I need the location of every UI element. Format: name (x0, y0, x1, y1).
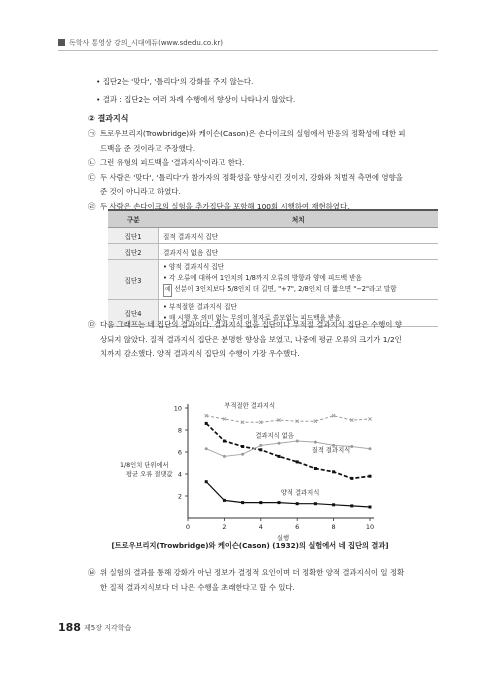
data-point (259, 448, 262, 451)
data-point (205, 480, 208, 483)
paragraph-line: 준 것이 아니라고 하였다. (100, 187, 181, 196)
y-tick-label: 2 (177, 492, 182, 501)
paragraph-marker: ㉣ (88, 201, 96, 211)
figure-caption: [트로우브리지(Trowbridge)와 케이슨(Cason) (1932)의 실험에서 네 집단의 결과] (111, 541, 389, 550)
data-point (205, 447, 208, 450)
bullet-line: • 결과 : 집단2는 여러 차례 수행에서 향상이 나타나지 않았다. (96, 95, 296, 104)
x-tick-label: 4 (258, 523, 263, 531)
data-point (332, 503, 335, 506)
data-point (241, 453, 244, 456)
data-point (350, 504, 353, 507)
treatment-line: • 매 시행 후 의미 없는 무의미 철자로 쓸모없는 피드백을 받음 (163, 314, 341, 322)
data-point (314, 441, 317, 444)
data-point (278, 442, 281, 445)
paragraph-line: 드백을 준 것이라고 주장했다. (100, 143, 196, 153)
x-tick-label: 0 (185, 523, 191, 531)
series-label: 양적 결과지식 (280, 489, 320, 497)
data-point (296, 502, 299, 505)
page-number: 188 (58, 621, 81, 634)
treatment-cell: 질적 결과지식 집단 (159, 228, 439, 244)
chapter-label: 제5장 지각학습 (84, 624, 132, 632)
data-point (369, 475, 372, 478)
y-axis-label: 평균 오류 절댓값 (126, 471, 173, 478)
x-axis-label: 실행 (276, 535, 290, 542)
treatment-cell: 결과지식 없음 집단 (159, 244, 439, 260)
data-point (278, 501, 281, 504)
section-marker: ② (88, 114, 95, 123)
paragraph (88, 566, 453, 595)
data-point (314, 502, 317, 505)
data-point (369, 506, 372, 509)
group-cell: 집단2 (108, 244, 159, 260)
data-point (350, 445, 353, 448)
data-point (241, 445, 244, 448)
treatment-note: 선분이 3인치보다 5/8인치 더 길면, "+7", 2/8인치 더 짧으면 "−2"라고 말함 (174, 285, 397, 293)
paragraph-marker: ㉢ (88, 172, 96, 182)
y-tick-label: 8 (177, 426, 182, 435)
section-title: 결과지식 (97, 114, 129, 123)
column-header: 처치 (159, 210, 439, 228)
x-tick-label: 2 (222, 523, 227, 531)
paragraph-marker: ㉤ (88, 320, 96, 329)
data-point (241, 501, 244, 504)
group-cell: 집단4 (108, 300, 159, 327)
paragraph-line: 상되지 않았다. 질적 결과지식 집단은 분명한 향상을 보였고, 나중에 평균 오류의 크기가 1/2인 (100, 334, 402, 344)
column-header: 구분 (108, 210, 159, 228)
data-point (223, 455, 226, 458)
data-point (350, 477, 353, 480)
data-point (278, 455, 281, 458)
header-text: 독학사 통영상 강의_시대에듀(www.sdedu.co.kr) (69, 39, 223, 47)
y-tick-label: 6 (177, 448, 182, 457)
data-point (369, 447, 372, 450)
data-point (296, 460, 299, 463)
group-cell: 집단3 (108, 260, 159, 300)
x-tick-label: 8 (331, 523, 336, 531)
paragraph-line: 트로우브리지(Trowbridge)와 케이슨(Cason)은 손다이크의 실험에서 반응의 정확성에 대한 피 (100, 129, 406, 138)
series-label: 결과지식 없음 (255, 432, 294, 440)
data-point (223, 440, 226, 443)
x-tick-label: 6 (295, 523, 300, 531)
paragraph-line: 두 사람은 '맞다', '틀리다'가 참가자의 정확성을 향상시킨 것이지, 강화와 처벌적 측면에 영향을 (100, 172, 403, 182)
data-point (368, 417, 371, 420)
data-point (296, 440, 299, 443)
paragraph-marker: ㉡ (88, 158, 96, 167)
y-axis-label: 1/8인치 단위에서 (120, 462, 169, 469)
paragraph-line: 두 사람은 손다이크의 실험을 추가집단을 포함해 100회 시행하여 재현하였다. (100, 201, 350, 211)
data-point (259, 444, 262, 447)
chart-axes (174, 404, 374, 531)
data-point (223, 499, 226, 502)
example-badge: 예 (163, 284, 172, 297)
paragraph-line: 다음 그래프는 네 집단의 결과이다. 결과지식 없음 집단이나 부적절 결과지식 집단은 수행이 향 (100, 320, 402, 329)
treatment-line: • 부적절한 결과지식 집단 (163, 303, 237, 311)
data-point (259, 501, 262, 504)
paragraph-line: 위 실험의 결과를 통해 강화가 아닌 정보가 결정적 요인이며 더 정확한 양적 결과지식이 일 정확 (100, 568, 405, 577)
x-tick-label: 10 (365, 523, 375, 531)
paragraph-line: 치까지 감소했다. 양적 결과지식 집단의 수행이 가장 우수했다. (100, 349, 300, 358)
y-tick-label: 10 (173, 404, 182, 413)
paragraph-marker: ㉥ (88, 568, 96, 577)
series-label: 부적절한 결과지식 (224, 402, 276, 410)
data-point (205, 422, 208, 425)
series-label: 질적 결과지식 (311, 447, 351, 455)
bullet-line: • 집단2는 '맞다', '틀리다'의 강화를 주지 않는다. (96, 77, 254, 86)
data-point (332, 470, 335, 473)
paragraph-line: 한 질적 결과지식보다 더 나은 수행을 초래한다고 할 수 있다. (100, 582, 295, 592)
paragraph-line: 그런 유형의 피드백을 '결과지식'이라고 한다. (100, 158, 245, 167)
treatment-line: • 각 오류에 대하여 1인치의 1/8까지 오류의 방향과 양에 피드백 받음 (163, 274, 362, 282)
group-cell: 집단1 (108, 228, 159, 244)
y-tick-label: 4 (177, 470, 182, 479)
data-point (314, 467, 317, 470)
paragraph-marker: ㉠ (88, 129, 96, 138)
treatment-line: • 양적 결과지식 집단 (163, 263, 225, 271)
series-line (206, 416, 370, 423)
